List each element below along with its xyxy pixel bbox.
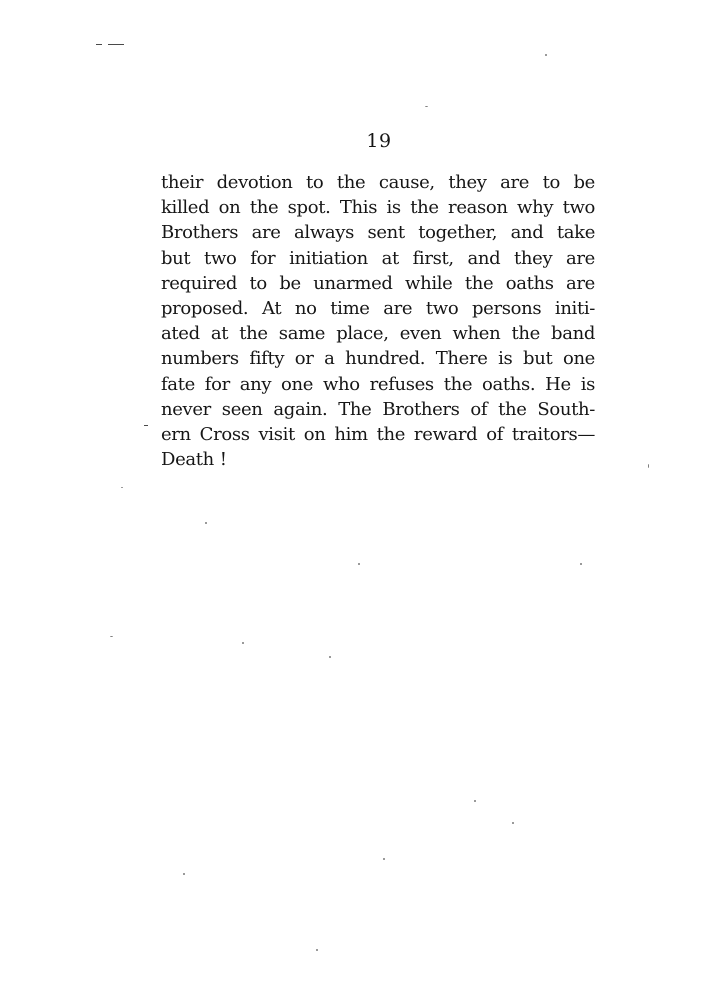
scan-artifact <box>648 464 649 468</box>
scan-artifact <box>545 54 547 56</box>
scan-artifact <box>121 487 123 488</box>
text-line: proposed. At no time are two persons initi- <box>161 297 595 319</box>
page-number: 19 <box>366 130 392 152</box>
text-line: required to be unarmed while the oaths are <box>161 272 595 294</box>
scan-artifact <box>474 800 476 802</box>
scan-artifact <box>96 44 102 45</box>
text-line: ern Cross visit on him the reward of traitors— <box>161 423 595 445</box>
scan-artifact <box>580 563 582 565</box>
text-line: never seen again. The Brothers of the South- <box>161 398 595 420</box>
scan-artifact <box>383 858 385 860</box>
text-line: numbers fifty or a hundred. There is but one <box>161 348 595 370</box>
text-line: but two for initiation at first, and they are <box>161 247 595 269</box>
scan-artifact <box>183 873 185 875</box>
body-text <box>161 170 595 472</box>
scan-artifact <box>110 636 113 637</box>
text-line: ated at the same place, even when the band <box>161 323 595 345</box>
scan-artifact <box>108 44 124 45</box>
text-line: Death ! <box>161 449 227 471</box>
text-line: killed on the spot. This is the reason why two <box>161 197 595 219</box>
scan-artifact <box>512 822 514 824</box>
text-line: fate for any one who refuses the oaths. He is <box>161 373 595 395</box>
text-line: their devotion to the cause, they are to be <box>161 172 595 193</box>
scan-artifact <box>316 949 318 951</box>
scan-artifact <box>242 642 244 644</box>
scan-artifact <box>329 656 331 658</box>
scan-artifact <box>144 425 148 426</box>
text-line: Brothers are always sent together, and take <box>161 222 595 244</box>
scan-artifact <box>358 563 360 565</box>
scan-artifact <box>205 522 207 524</box>
scan-artifact <box>425 106 428 107</box>
